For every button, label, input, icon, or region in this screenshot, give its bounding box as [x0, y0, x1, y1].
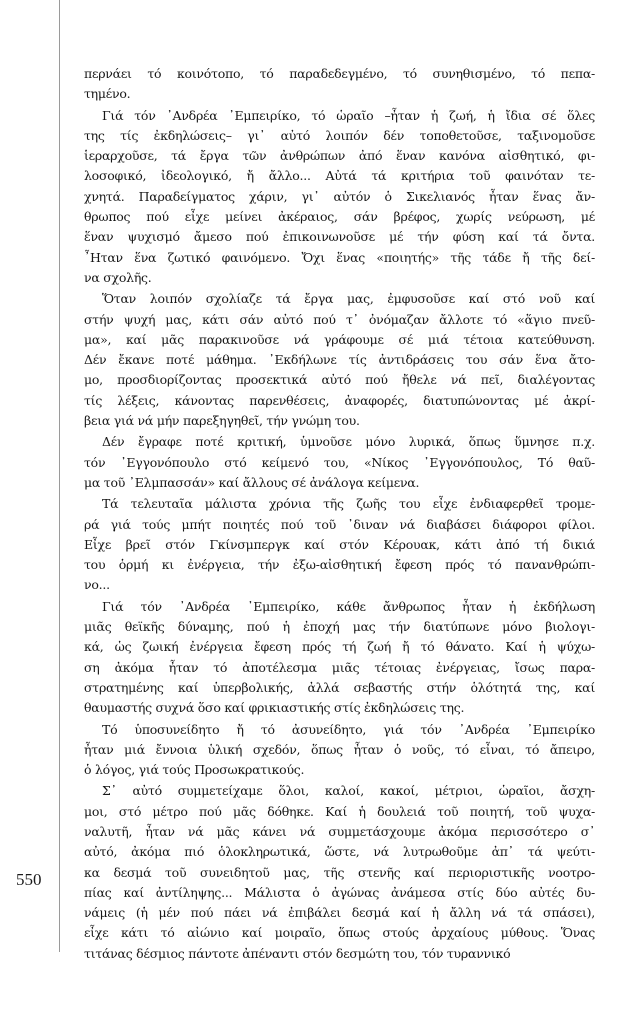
text-line: θρωπος πού εἶχε μείνει ἀκέραιος, σάν βρέφος, χωρίς νεύρωση, μέ: [84, 209, 595, 225]
text-line: του ὁρμή κι ἐνέργεια, τήν ἐξω-αἰσθητική ἔφεση πρός τό πανανθρώπι-: [84, 557, 595, 573]
text-line: Σ᾿ αὐτό συμμετείχαμε ὅλοι, καλοί, κακοί, μέτριοι, ὡραῖοι, ἄσχη-: [102, 783, 595, 799]
paragraph: [84, 106, 595, 289]
text-line: κά, ὡς ζωική ἐνέργεια ἔφεση πρός τή ζωή ἤ τό θάνατο. Καί ἡ ψύχω-: [84, 639, 595, 655]
text-line: θαυμαστής συχνά ὅσο καί φρικιαστικής στίς ἐκδηλώσεις της.: [84, 700, 465, 716]
text-line: μο, προσδιορίζοντας προσεκτικά αὐτό πού ἤθελε νά πεῖ, διαλέγοντας: [84, 372, 595, 388]
text-line: της τίς ἐκδηλώσεις– γι᾿ αὐτό λοιπόν δέν τοποθετοῦσε, ταξινομοῦσε: [84, 127, 595, 143]
text-line: βεια γιά νά μήν παρεξηγηθεῖ, τήν γνώμη του.: [84, 413, 360, 429]
text-line: νο...: [84, 577, 110, 593]
text-line: τόν ᾿Εγγονόπουλο στό κείμενό του, «Νίκος ᾿Εγγονόπουλος, Τό θαῦ-: [84, 454, 595, 470]
text-line: περνάει τό κοινότοπο, τό παραδεδεγμένο, τό συνηθισμένο, τό πεπα-: [84, 66, 595, 81]
paragraph: [84, 720, 595, 781]
text-line: τιτάνας δέσμιος πάντοτε ἀπέναντι στόν δεσμώτη του, τόν τυραννικό: [84, 945, 511, 961]
paragraph: [84, 781, 595, 964]
text-line: στρατημένης καί ὑπερβολικής, ἀλλά σεβαστής στήν ὁλότητά της, καί: [84, 679, 595, 695]
text-line: ὁ λόγος, γιά τούς Προσωκρατικούς.: [84, 762, 305, 778]
text-line: χνητά. Παραδείγματος χάριν, γι᾿ αὐτόν ὁ Σικελιανός ἦταν ἕνας ἄν-: [84, 188, 595, 204]
text-line: Γιά τόν ᾿Ανδρέα ᾿Εμπειρίκο, κάθε ἄνθρωπος ἦταν ἡ ἐκδήλωση: [102, 598, 595, 614]
text-line: μιᾶς θεϊκῆς δύναμης, πού ἡ ἐποχή μας τήν διατύπωνε μόνο βιολογι-: [84, 619, 595, 635]
text-line: ἕναν ψυχισμό ἄμεσο πού ἐπικοινωνοῦσε μέ τήν φύση καί τά ὄντα.: [84, 229, 595, 245]
text-line: Δέν ἔκανε ποτέ μάθημα. ᾿Εκδήλωνε τίς ἀντιδράσεις του σάν ἕνα ἄτο-: [84, 352, 595, 368]
paragraph: [84, 494, 595, 595]
text-line: στήν ψυχή μας, κάτι σάν αὐτό πού τ᾿ ὀνόμαζαν ἄλλοτε τό «ἅγιο πνεῦ-: [84, 311, 595, 327]
paragraph: [84, 432, 595, 493]
text-line: να σχολῆς.: [84, 269, 152, 285]
text-line: μοι, στό μέτρο πού μᾶς δόθηκε. Καί ἡ δουλειά τοῦ ποιητή, τοῦ ψυχα-: [84, 803, 595, 819]
text-line: ἦταν μιά ἔννοια ὑλική σχεδόν, ὅπως ἦταν ὁ νοῦς, τό εἶναι, τό ἄπειρο,: [84, 741, 595, 757]
text-line: Τά τελευταῖα μάλιστα χρόνια τῆς ζωῆς του εἶχε ἐνδιαφερθεῖ τρομε-: [102, 496, 595, 512]
text-line: λοσοφικό, ἰδεολογικό, ἤ ἄλλο... Αὐτά τά κριτήρια τοῦ φαινόταν τε-: [84, 168, 595, 184]
text-line: αὐτό, ἀκόμα πιό ὁλοκληρωτικά, ὥστε, νά λυτρωθοῦμε ἀπ᾿ τά ψεύτι-: [84, 844, 595, 860]
page-number: 550: [16, 870, 42, 889]
text-line: μα τοῦ ᾿Ελμπασσάν» καί ἄλλους σέ ἀνάλογα κείμενα.: [84, 474, 420, 490]
text-line: εἶχε κάτι τό αἰώνιο καί μοιραῖο, ὅπως στούς ἀρχαίους μύθους. Ὅνας: [84, 925, 595, 941]
text-line: τημένο.: [84, 86, 131, 102]
body-text: [84, 64, 595, 964]
text-line: Τό ὑποσυνείδητο ἤ τό ἀσυνείδητο, γιά τόν ᾿Ανδρέα ᾿Εμπειρίκο: [102, 721, 595, 737]
text-line: τίς λέξεις, κάνοντας παρενθέσεις, ἀναφορές, διατυπώνοντας μέ ἀκρί-: [84, 392, 595, 408]
text-line: Εἶχε βρεῖ στόν Γκίνσμπεργκ καί στόν Κέρουακ, κάτι ἀπό τή δικιά: [84, 536, 595, 552]
text-line: Δέν ἔγραφε ποτέ κριτική, ὑμνοῦσε μόνο λυρικά, ὅπως ὕμνησε π.χ.: [102, 434, 595, 450]
text-line: κα δεσμά τοῦ συνειδητοῦ μας, τῆς στενῆς καί περιοριστικῆς νοοτρο-: [84, 864, 595, 880]
text-line: ἱεραρχοῦσε, τά ἔργα τῶν ἀνθρώπων ἀπό ἕναν κανόνα αἰσθητικό, φι-: [84, 148, 595, 164]
text-line: νάμεις (ἡ μέν πού πάει νά ἐπιβάλει δεσμά καί ἡ ἄλλη νά τά σπάσει),: [84, 905, 595, 921]
text-line: ῏Ηταν ἕνα ζωτικό φαινόμενο. Ὄχι ἕνας «ποιητής» τῆς τάδε ἤ τῆς δεί-: [84, 249, 595, 265]
text-line: ναλυτῆ, ἦταν νά μᾶς κάνει νά συμμετάσχουμε ἀκόμα περισσότερο σ᾿: [84, 823, 595, 839]
text-line: Ὅταν λοιπόν σχολίαζε τά ἔργα μας, ἐμφυσοῦσε καί στό νοῦ καί: [102, 291, 595, 307]
paragraph: [84, 64, 595, 105]
paragraph: [84, 597, 595, 719]
paragraph: [84, 289, 595, 431]
margin-rule: [59, 0, 60, 952]
text-line: ση ἀκόμα ἦταν τό ἀποτέλεσμα μιᾶς τέτοιας ἐνέργειας, ἴσως παρα-: [84, 659, 595, 675]
text-line: πίας καί ἀντίληψης... Μάλιστα ὁ ἀγώνας ἀνάμεσα στίς δύο αὐτές δυ-: [84, 884, 595, 900]
text-line: Γιά τόν ᾿Ανδρέα ᾿Εμπειρίκο, τό ὡραῖο –ἦταν ἡ ζωή, ἡ ἴδια σέ ὅλες: [102, 107, 595, 123]
text-line: μα», καί μᾶς παρακινοῦσε νά γράφουμε σέ μιά τέτοια κατεύθυνση.: [84, 331, 595, 347]
text-line: ρά γιά τούς μπήτ ποιητές πού τοῦ ᾿διναν νά διαβάσει διάφοροι φίλοι.: [84, 516, 595, 532]
